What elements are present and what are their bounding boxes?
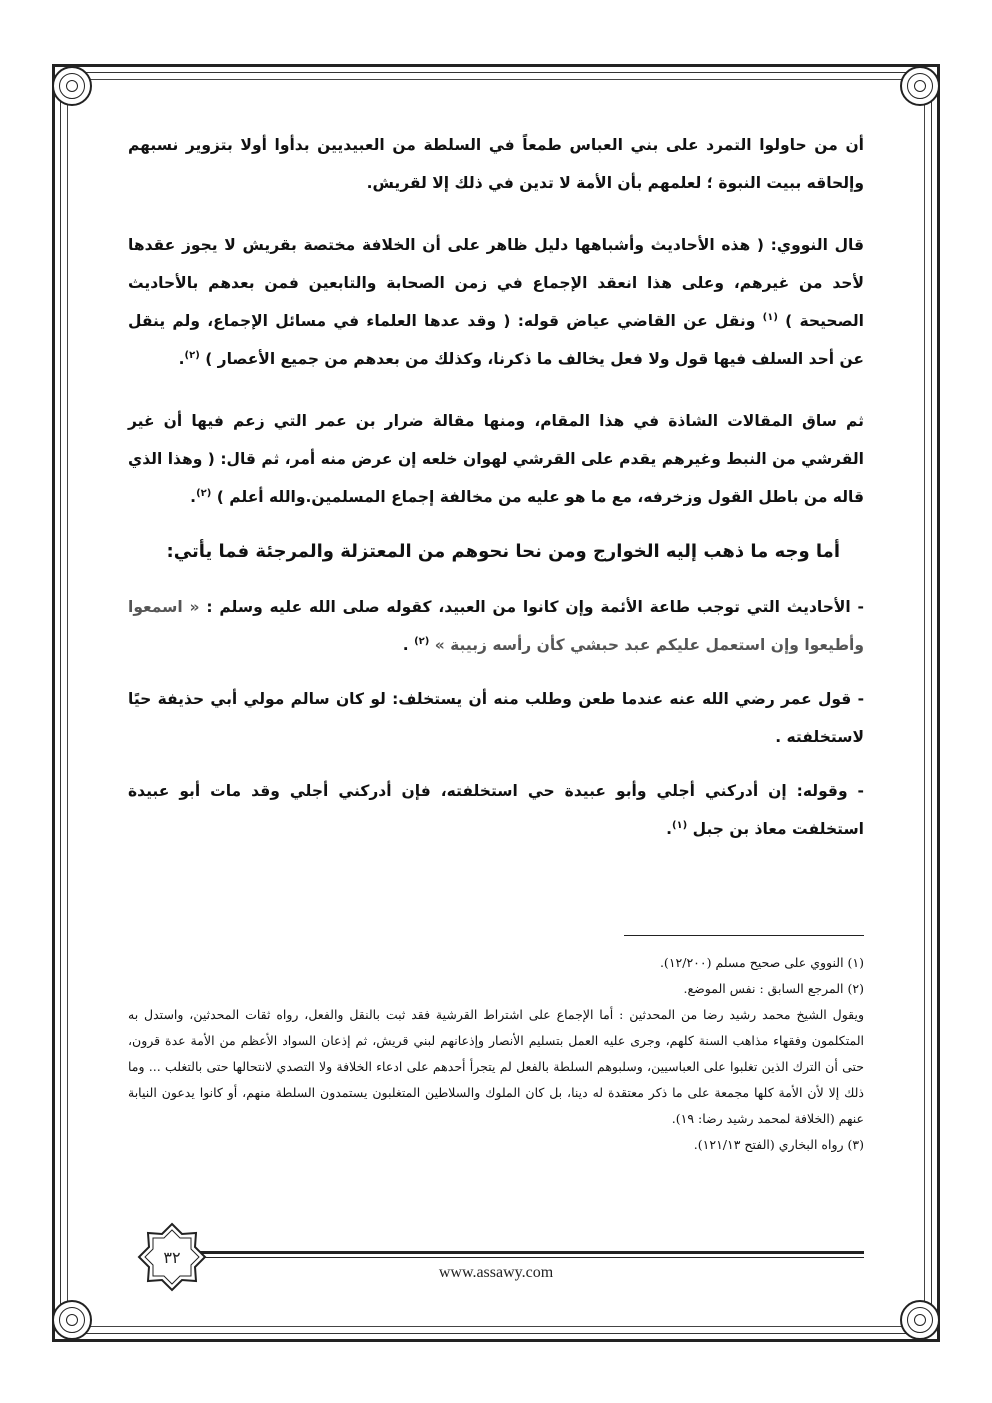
bullet-umar-saying	[128, 772, 864, 848]
footer-rule-thin	[200, 1257, 864, 1258]
paragraph-end-mark: .	[666, 820, 672, 838]
footnote-ref-2[interactable]: (٢)	[184, 349, 200, 361]
footnote-1: (١) النووي على صحيح مسلم (١٢/٢٠٠).	[659, 955, 864, 970]
corner-ornament-bottom-left	[52, 1300, 92, 1340]
paragraph-nawawi	[128, 226, 864, 378]
footnotes	[128, 950, 864, 1158]
paragraph-end-mark: .	[190, 488, 197, 506]
bullet-hadith-text: - الأحاديث التي توجب طاعة الأئمة وإن كانوا من العبيد، كقوله صلى الله عليه وسلم :	[206, 598, 864, 616]
page-number: ٣٢	[163, 1247, 181, 1267]
paragraph-1: أن من حاولوا التمرد على بني العباس طمعاً في السلطة من العبيديين بدأوا أولا بتزوير نسبهم وإلحاقه ببيت النبوة ؛ لعلمهم بأن الأمة لا تدين في ذلك إلا لقريش.	[128, 136, 864, 192]
dirar-text: ثم ساق المقالات الشاذة في هذا المقام، ومنها مقالة ضرار بن عمر التي زعم فيها أن غير القرشي من النبط وغيرهم يقدم على القرشي لهوان خلعه إن عرض منه أمر، ثم قال: ( وهذا الذي قاله من باطل القول وزخرفه، مع ما هو عليه من مخالفة إجماع المسلمين.والله أعلم )	[128, 412, 864, 506]
footnote-ref-1[interactable]: (١)	[762, 311, 778, 323]
main-text	[128, 126, 864, 848]
paragraph-end-mark: .	[178, 350, 185, 368]
footnote-ref-4[interactable]: (٢)	[414, 635, 430, 647]
hadith-quote: « اسمعوا وأطيعوا وإن استعمل عليكم عبد حبشي كأن رأسه زبيبة »	[128, 598, 864, 654]
paragraph-dirar	[128, 402, 864, 516]
footer-rule-thick	[200, 1251, 864, 1254]
nawawi-quote: قال النووي: ( هذه الأحاديث وأشباهها دليل ظاهر على أن الخلافة مختصة بقريش لا يجوز عقدها لأحد من غيرهم، وعلى هذا انعقد الإجماع في زمن الصحابة والتابعين فمن بعدهم بالأحاديث الصحيحة )	[128, 236, 864, 330]
bullet-umar-saying-text: - وقوله: إن أدركني أجلي وأبو عبيدة حي استخلفته، فإن أدركني أجلي وقد مات أبو عبيدة استخلفت معاذ بن جبل	[128, 782, 864, 838]
footnote-3: (٣) رواه البخاري (الفتح ١٢١/١٣).	[693, 1137, 864, 1152]
footnote-divider	[624, 935, 864, 936]
iyad-quote: ونقل عن القاضي عياض قوله: ( وقد عدها العلماء في مسائل الإجماع، ولم ينقل عن أحد السلف فيها قول ولا فعل يخالف ما ذكرنا، وكذلك من بعدهم من جميع الأعصار )	[128, 312, 864, 368]
corner-ornament-top-left	[52, 66, 92, 106]
footnote-2: (٢) المرجع السابق : نفس الموضع.	[683, 981, 864, 996]
paragraph-end-mark: .	[402, 636, 409, 654]
corner-ornament-bottom-right	[900, 1300, 940, 1340]
bullet-umar: - قول عمر رضي الله عنه عندما طعن وطلب منه أن يستخلف: لو كان سالم مولي أبي حذيفة حيًا لاستخلفته .	[128, 690, 864, 746]
bullet-hadith	[128, 588, 864, 664]
footnote-2-detail: ويقول الشيخ محمد رشيد رضا من المحدثين : أما الإجماع على اشتراط القرشية فقد ثبت بالنقل والفعل، رواه ثقات المحدثين، واستدل به المتكلمون وفقهاء مذاهب السنة كلهم، وجرى عليه العمل بتسليم الأنصار وإذعانهم لبني قريش، ثم إذعان السواد الأعظم من الأمة عدة قرون، حتى أن الترك الذين تغلبوا على العباسيين، وسلبوهم السلطة بالفعل لم يتجرأ أحدهم على ادعاء الخلافة ولا التصدي لانتحالها حتى بالتغلب ... وما ذلك إلا لأن الأمة كلها مجمعة على ما ذكر معتقدة له دينا، بل كان الملوك والسلاطين المتغلبون يستمدون السلطة منهم، أو كانوا يدعون النيابة عنهم (الخلافة لمحمد رشيد رضا: ١٩).	[128, 1007, 864, 1126]
corner-ornament-top-right	[900, 66, 940, 106]
section-heading: أما وجه ما ذهب إليه الخوارج ومن نحا نحوهم من المعتزلة والمرجئة فما يأتي:	[166, 541, 840, 562]
footnote-ref-3[interactable]: (٢)	[196, 487, 212, 499]
website-link[interactable]: www.assawy.com	[438, 1264, 554, 1281]
footnote-ref-5[interactable]: (١)	[671, 819, 688, 831]
